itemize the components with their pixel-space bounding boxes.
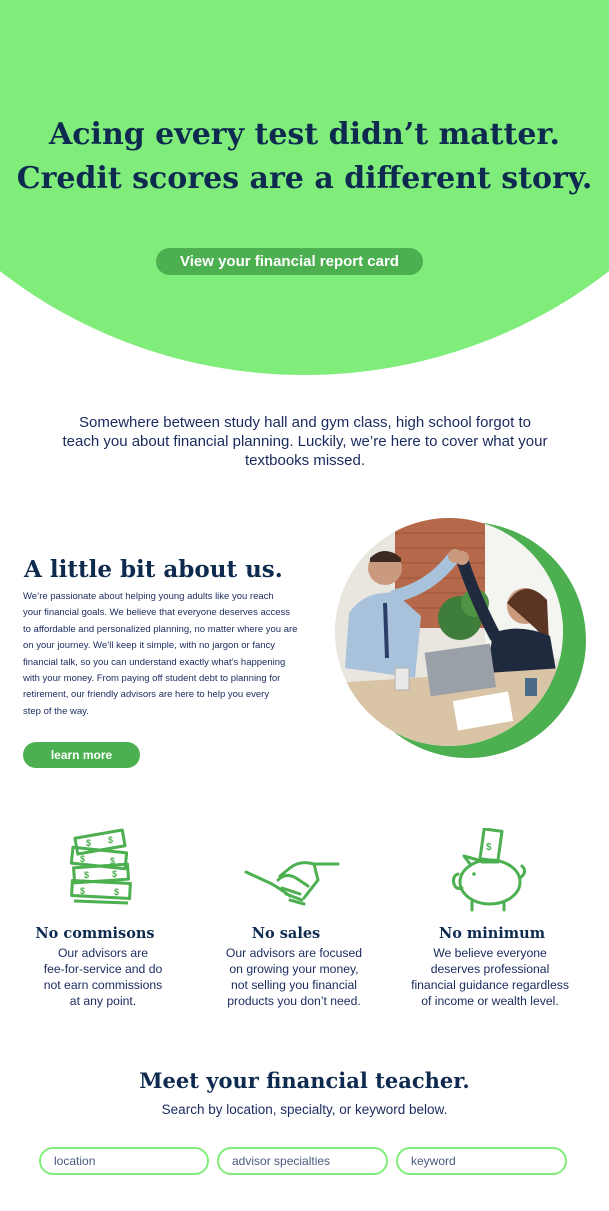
intro-text: Somewhere between study hall and gym class, high school forgot to teach you about financial planning. Luckily, we’re here to cover what your textbooks missed. bbox=[62, 414, 548, 469]
teacher-subtitle: Search by location, specialty, or keyword below. bbox=[161, 1102, 448, 1117]
svg-text:$: $ bbox=[84, 870, 90, 880]
about-line: financial talk, so you can understand exactly what’s happening bbox=[23, 656, 286, 668]
hero-headline-line2: Credit scores are a different story. bbox=[16, 161, 593, 196]
hero-headline-line1: Acing every test didn’t matter. bbox=[49, 117, 560, 152]
feature-line: not earn commissions bbox=[43, 978, 163, 992]
hero-headline bbox=[0, 113, 609, 201]
about-line: step of the way. bbox=[23, 705, 89, 717]
feature-title-no-commissions: No commisons bbox=[35, 925, 155, 942]
team-high-five-photo bbox=[335, 518, 563, 746]
feature-text-no-sales bbox=[199, 945, 389, 1009]
svg-text:$: $ bbox=[108, 835, 114, 845]
keyword-input[interactable]: keyword bbox=[396, 1147, 567, 1175]
feature-line: Our advisors are focused bbox=[225, 946, 363, 960]
teacher-heading: Meet your financial teacher. bbox=[139, 1068, 470, 1093]
feature-line: at any point. bbox=[69, 994, 137, 1008]
svg-text:$: $ bbox=[486, 842, 492, 853]
view-report-card-button[interactable]: View your financial report card bbox=[156, 248, 423, 275]
feature-line: financial guidance regardless bbox=[411, 978, 569, 992]
feature-line: products you don’t need. bbox=[227, 994, 361, 1008]
about-line: We’re passionate about helping young adults like you reach bbox=[23, 591, 274, 602]
feature-line: not selling you financial bbox=[230, 978, 358, 992]
feature-line: Our advisors are bbox=[57, 946, 149, 960]
svg-text:$: $ bbox=[86, 838, 92, 848]
location-input[interactable]: location bbox=[39, 1147, 209, 1175]
about-body bbox=[23, 589, 323, 720]
about-line: to affordable and personalized planning, no matter where you are bbox=[23, 623, 298, 635]
feature-text-no-commissions bbox=[8, 945, 198, 1009]
advisor-specialties-input[interactable]: advisor specialties bbox=[217, 1147, 388, 1175]
feature-title-no-sales: No sales bbox=[251, 925, 321, 942]
about-heading: A little bit about us. bbox=[24, 556, 283, 583]
piggy-bank-icon bbox=[448, 828, 530, 914]
svg-text:$: $ bbox=[80, 886, 86, 896]
about-line: your financial goals. We believe that everyone deserves access bbox=[23, 607, 291, 619]
handshake-icon bbox=[242, 850, 342, 910]
feature-line: fee-for-service and do bbox=[43, 962, 163, 976]
feature-line: deserves professional bbox=[430, 962, 550, 976]
svg-text:$: $ bbox=[110, 856, 116, 866]
svg-text:$: $ bbox=[114, 887, 120, 897]
feature-text-no-minimum bbox=[395, 945, 585, 1009]
about-line: retirement, our friendly advisors are here to help you every bbox=[23, 689, 270, 701]
svg-text:$: $ bbox=[112, 869, 118, 879]
money-stack-icon bbox=[66, 828, 136, 908]
about-line: with your money. From paying off student debt to planning for bbox=[23, 673, 281, 685]
about-line: on your journey. We’ll keep it simple, with no jargon or fancy bbox=[23, 640, 276, 652]
svg-text:$: $ bbox=[80, 854, 86, 864]
feature-title-no-minimum: No minimum bbox=[438, 925, 546, 942]
feature-line: We believe everyone bbox=[433, 946, 547, 960]
learn-more-button[interactable]: learn more bbox=[23, 742, 140, 768]
feature-line: on growing your money, bbox=[229, 962, 359, 976]
feature-line: of income or wealth level. bbox=[421, 994, 559, 1008]
